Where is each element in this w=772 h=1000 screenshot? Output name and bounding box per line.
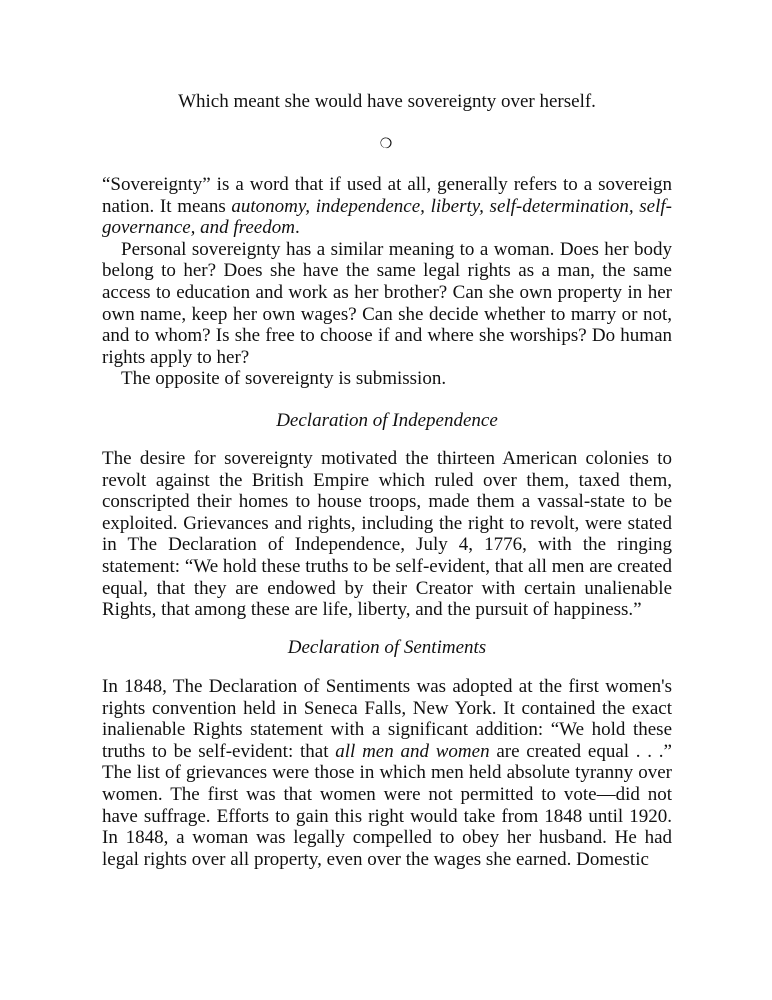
sovereignty-section <box>102 174 672 390</box>
sentiments-paragraph <box>102 676 672 870</box>
independence-paragraph: The desire for sovereignty motivated the thirteen American colonies to revolt against the British Empire which ruled over them, taxed them, conscripted their homes to house troops, made them a vassal-state to be exploited. Grievances and rights, including the right to revolt, were stated in The Declaration of Independence, July 4, 1776, with the ringing statement: “We hold these truths to be self-evident, that all men are created equal, that they are endowed by their Creator with certain unalienable Rights, that among these are life, liberty, and the pursuit of happiness.” <box>102 448 672 621</box>
sentiments-italic-phrase: all men and women <box>335 740 490 762</box>
opposite-sovereignty-paragraph: The opposite of sovereignty is submission. <box>121 368 447 390</box>
sentiments-heading: Declaration of Sentiments <box>287 637 487 658</box>
sentiments-section <box>102 676 672 870</box>
section-break-ornament-icon: ❍ <box>379 137 393 152</box>
intro-line <box>102 91 672 113</box>
sovereignty-definition-paragraph <box>102 174 672 239</box>
sovereignty-definition-italic: autonomy, independence, liberty, self-determination, self-governance, and freedom <box>102 195 672 239</box>
sentiments-text-start: In 1848, The Declaration of Sentiments was adopted at the first women's rights convention held in Seneca Falls, New York. It contained the exact inalienable Rights statement with a significant addition: “We hold these truths to be self-evident: that <box>102 676 672 762</box>
sovereignty-definition-end: . <box>294 217 300 239</box>
independence-section <box>102 448 672 621</box>
sentiments-text-end: are created equal . . .” The list of grievances were those in which men held absolute tyranny over women. The first was that women were not permitted to vote—did not have suffrage. Efforts to gain this right would take from 1848 until 1920. In 1848, a woman was legally compelled to obey her husband. He had legal rights over all property, even over the wages she earned. Domestic <box>102 740 672 870</box>
independence-heading: Declaration of Independence <box>276 410 498 431</box>
personal-sovereignty-paragraph: Personal sovereignty has a similar meaning to a woman. Does her body belong to her? Does she have the same legal rights as a man, the same access to education and work as her brother? Can she own property in her own name, keep her own wages? Can she decide whether to marry or not, and to whom? Is she free to choose if and where she worships? Do human rights apply to her? <box>102 238 672 368</box>
intro-line-text: Which meant she would have sovereignty over herself. <box>178 91 596 112</box>
sovereignty-definition-text: “Sovereignty” is a word that if used at all, generally refers to a sovereign nation. It means <box>102 174 672 217</box>
